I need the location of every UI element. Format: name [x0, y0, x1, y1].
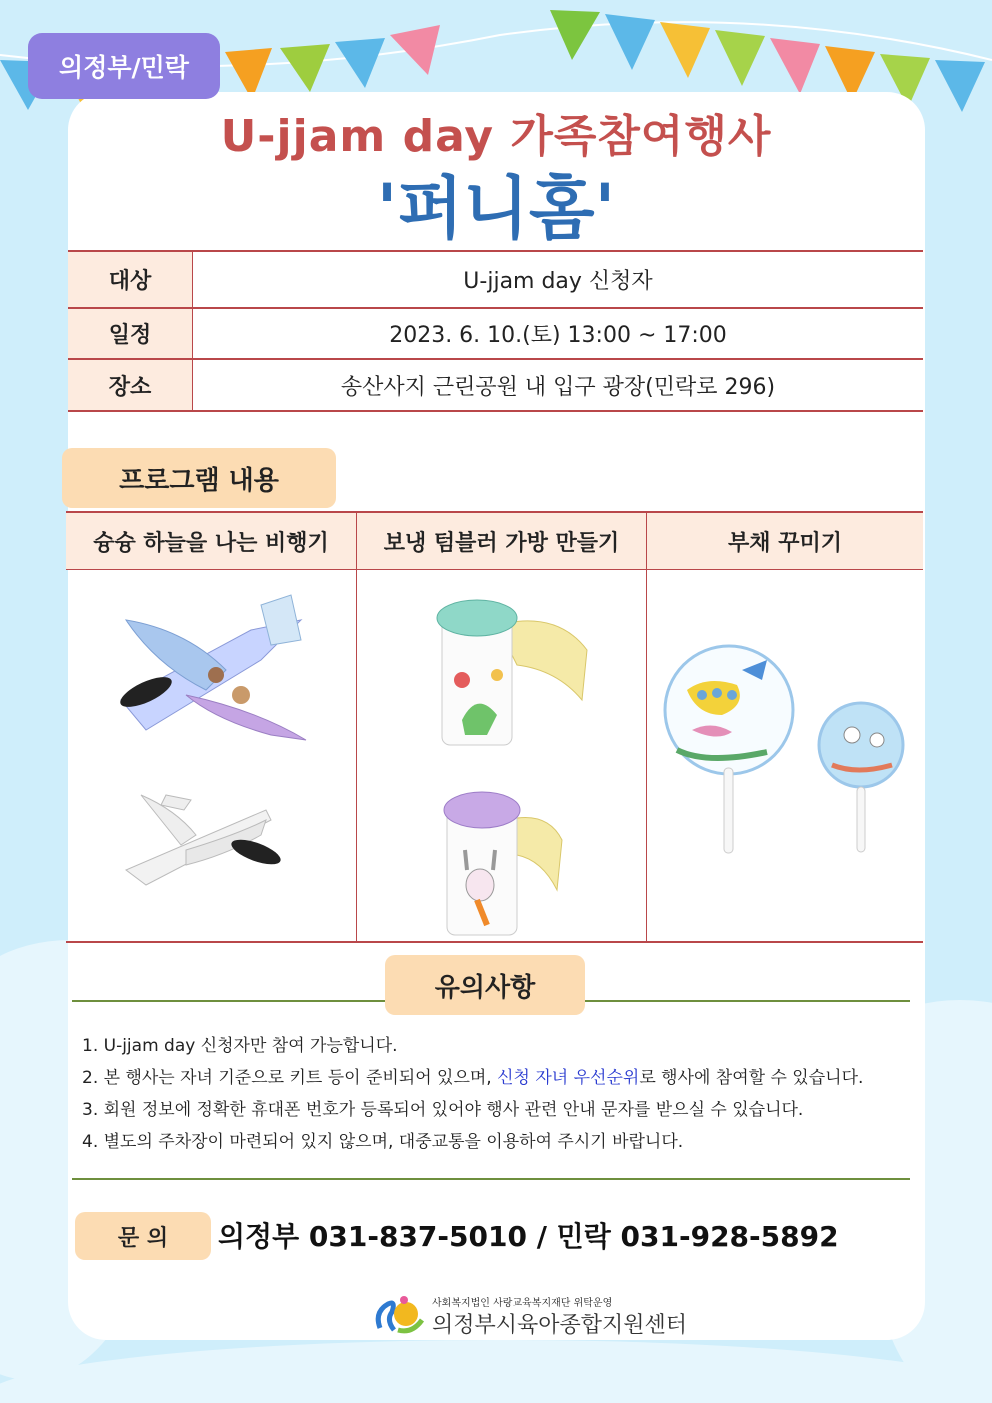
program-title: 슝슝 하늘을 나는 비행기: [66, 513, 356, 570]
info-row-schedule: [68, 308, 923, 359]
note-item: 4. 별도의 주차장이 마련되어 있지 않으며, 대중교통을 이용하여 주시기 바랍니다.: [82, 1132, 684, 1152]
event-title: U-jjam day 가족참여행사: [220, 111, 772, 162]
event-subtitle: '퍼니홈': [376, 170, 616, 249]
program-column: [66, 513, 357, 941]
info-row-place: [68, 359, 923, 411]
notes-heading: 유의사항: [385, 955, 585, 1015]
program-title: 부채 꾸미기: [647, 513, 923, 570]
notes-bottom-divider: [72, 1178, 910, 1180]
note-item: 2. 본 행사는 자녀 기준으로 키트 등이 준비되어 있으며, 신청 자녀 우선순위로 행사에 참여할 수 있습니다.: [82, 1068, 864, 1088]
operator-text: 사회복지법인 사랑교육복지재단 위탁운영: [432, 1298, 613, 1309]
logo-icon: [372, 1290, 428, 1338]
note-item: 1. U-jjam day 신청자만 참여 가능합니다.: [82, 1036, 398, 1056]
note-item: 3. 회원 정보에 정확한 휴대폰 번호가 등록되어 있어야 행사 관련 안내 문자를 받으실 수 있습니다.: [82, 1100, 804, 1120]
program-heading: 프로그램 내용: [62, 448, 336, 508]
contact-label: 문 의: [75, 1212, 211, 1260]
tumbler-bag-image: [357, 570, 646, 940]
center-name: 의정부시육아종합지원센터: [432, 1313, 688, 1338]
info-key: 일정: [68, 308, 193, 359]
program-column: [357, 513, 647, 941]
note-highlight: 신청 자녀 우선순위: [497, 1068, 640, 1088]
info-value: 2023. 6. 10.(토) 13:00 ~ 17:00: [193, 308, 924, 359]
center-logo: [372, 1290, 688, 1342]
info-value: U-jjam day 신청자: [193, 251, 924, 308]
contact-numbers: 의정부 031-837-5010 / 민락 031-928-5892: [218, 1220, 839, 1253]
fan-image: [647, 570, 923, 940]
program-column: [647, 513, 923, 941]
program-table: [66, 511, 923, 943]
info-value: 송산사지 근린공원 내 입구 광장(민락로 296): [193, 359, 924, 411]
program-title: 보냉 텀블러 가방 만들기: [357, 513, 646, 570]
airplane-image: [66, 570, 356, 940]
location-badge: 의정부/민락: [28, 33, 220, 99]
info-table: [68, 250, 923, 412]
info-key: 장소: [68, 359, 193, 411]
notes-list: [82, 1030, 863, 1158]
info-row-target: [68, 251, 923, 308]
info-key: 대상: [68, 251, 193, 308]
